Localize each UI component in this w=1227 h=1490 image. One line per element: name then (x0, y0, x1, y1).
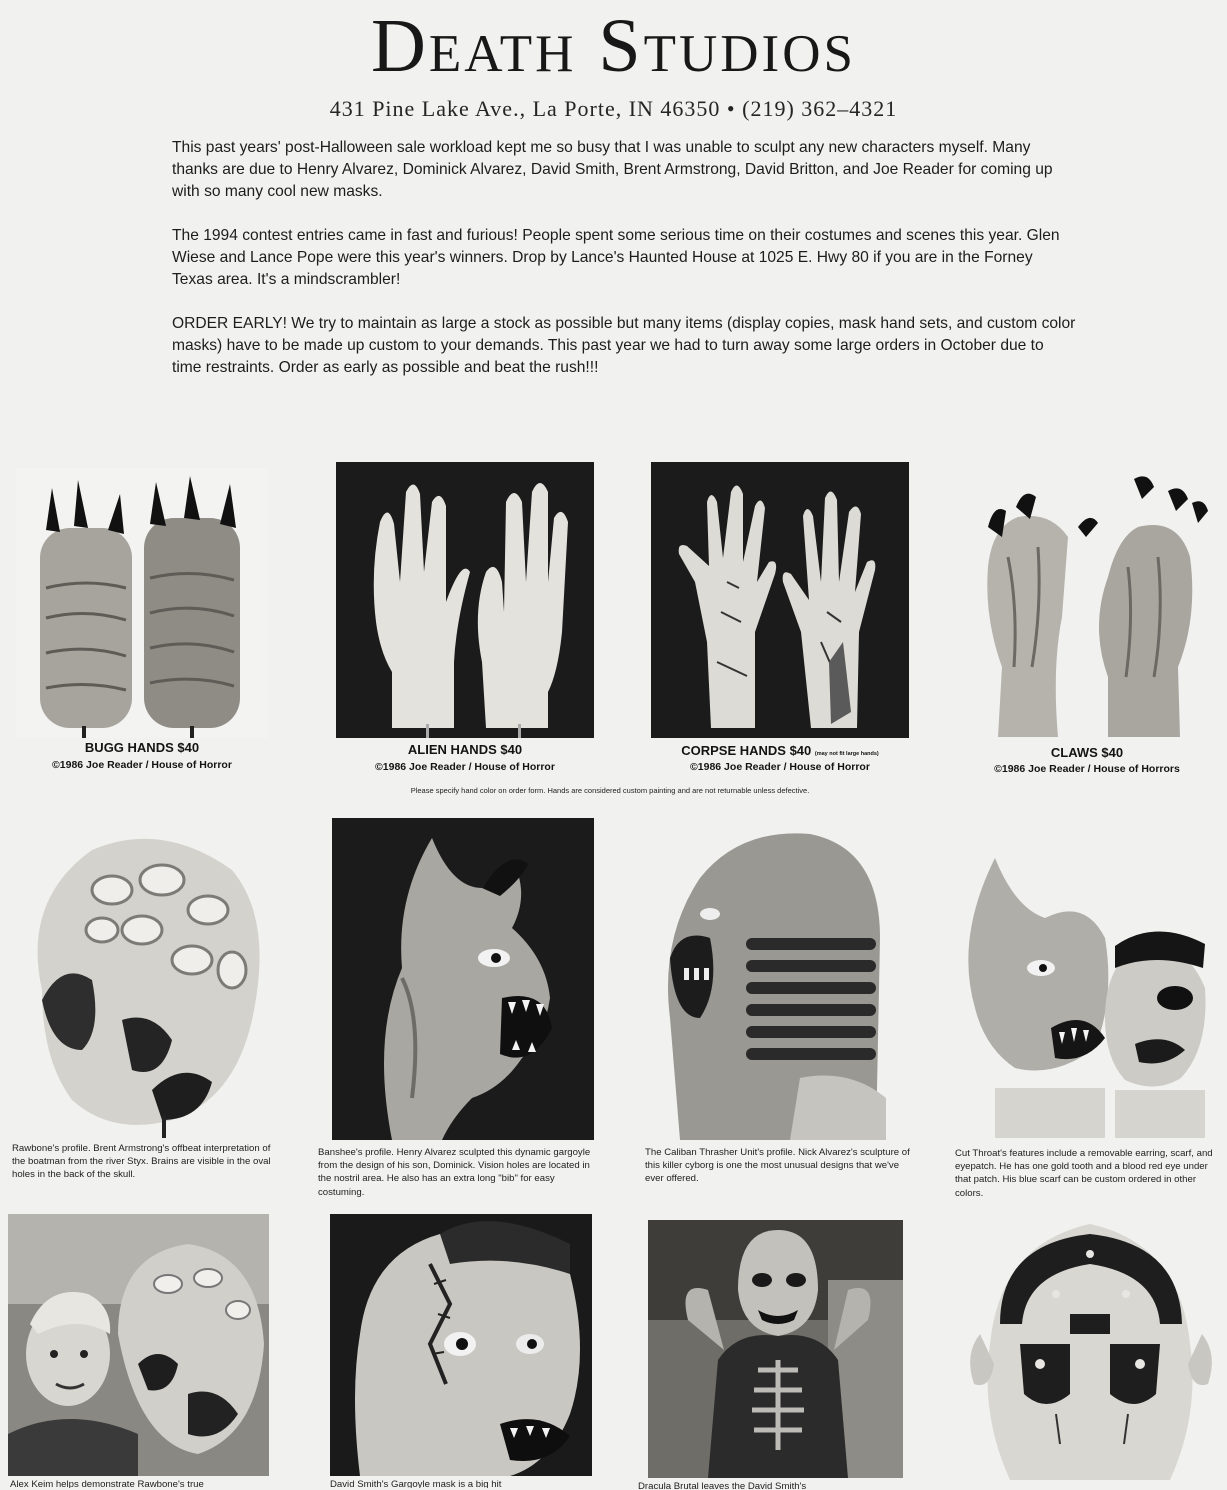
corpse-hands-photo-icon (651, 462, 909, 738)
bugg-hands-credit: ©1986 Joe Reader / House of Horror (52, 759, 232, 771)
rawbone-mask-photo-icon (12, 820, 274, 1138)
alien-hands-name: ALIEN HANDS $40 (407, 742, 523, 757)
caliban-caption: The Caliban Thrasher Unit's profile. Nick Alvarez's sculpture of this killer cyborg is one the most unusual designs that we've ever offered. (645, 1147, 910, 1185)
cut-throat-mask-photo-icon (955, 818, 1215, 1138)
zombie-costume-photo-icon (648, 1220, 903, 1478)
rawbone-caption: Rawbone's profile. Brent Armstrong's offbeat interpretation of the boatman from the river Styx. Brains are visible in the oval holes in the back of the skull. (12, 1143, 271, 1181)
boy-with-mask-caption: Alex Keim helps demonstrate Rawbone's true (10, 1479, 204, 1488)
intro-paragraph-order-early: ORDER EARLY! We try to maintain as large a stock as possible but many items (display copies, mask hand sets, and custom color masks) have to be made up custom to your demands. This past year we had to turn away some large orders in October due to time restraints. Order as early as possible and beat the rush!!! (172, 315, 1076, 376)
cut-throat-caption: Cut Throat's features include a removable earring, scarf, and eyepatch. He has one gold tooth and a blood red eye under that patch. His blue scarf can be custom ordered in other colors. (955, 1148, 1213, 1199)
alien-hands-title (336, 742, 594, 757)
claws-title (958, 745, 1216, 760)
boy-with-mask-photo-icon (8, 1214, 269, 1476)
brand-title: Death Studios (371, 4, 856, 88)
corpse-hands-note: (may not fit large hands) (814, 751, 879, 757)
intro-paragraph-contest: The 1994 contest entries came in fast and furious! People spent some serious time on their costumes and scenes this year. Glen Wiese and Lance Pope were this year's winners. Drop by Lance's Haunted House at 1025 E. Hwy 80 if you are in the Forney Texas area. It's a mindscrambler! (172, 227, 1060, 288)
claws-photo-icon (958, 467, 1216, 741)
monster-face-photo-icon (330, 1214, 592, 1476)
hands-disclaimer: Please specify hand color on order form. Hands are considered custom painting and are not returnable unless defective. (410, 786, 810, 795)
brand-address: 431 Pine Lake Ave., La Porte, IN 46350 • (219) 362–4321 (329, 96, 898, 121)
banshee-caption: Banshee's profile. Henry Alvarez sculpted this dynamic gargoyle from the design of his son, Dominick. Vision holes are located in the nostril area. He also has an extra long "bib" for easy costuming. (318, 1147, 591, 1198)
corpse-hands-name: CORPSE HANDS $40 (681, 743, 812, 758)
mask-back-photo-icon (960, 1214, 1222, 1480)
intro-paragraph-thanks: This past years' post-Halloween sale workload kept me so busy that I was unable to sculpt any new characters myself. Many thanks are due to Henry Alvarez, Dominick Alvarez, David Smith, Brent Armstrong, David Britton, and Joe Reader for coming up with so many cool new masks. (172, 139, 1053, 200)
bugg-hands-photo-icon (16, 468, 268, 738)
caliban-mask-photo-icon (650, 818, 906, 1140)
corpse-hands-credit: ©1986 Joe Reader / House of Horror (690, 761, 870, 773)
corpse-hands-title (651, 743, 909, 758)
banshee-mask-photo-icon (332, 818, 594, 1140)
alien-hands-photo-icon (336, 462, 594, 738)
bugg-hands-name: BUGG HANDS $40 (84, 740, 200, 755)
monster-face-caption: David Smith's Gargoyle mask is a big hit (330, 1479, 502, 1488)
bugg-hands-title (16, 740, 268, 755)
alien-hands-credit: ©1986 Joe Reader / House of Horror (375, 761, 555, 773)
claws-name: CLAWS $40 (1050, 745, 1124, 760)
claws-credit: ©1986 Joe Reader / House of Horrors (994, 763, 1180, 775)
zombie-costume-caption: Dracula Brutal leaves the David Smith's (638, 1481, 807, 1490)
